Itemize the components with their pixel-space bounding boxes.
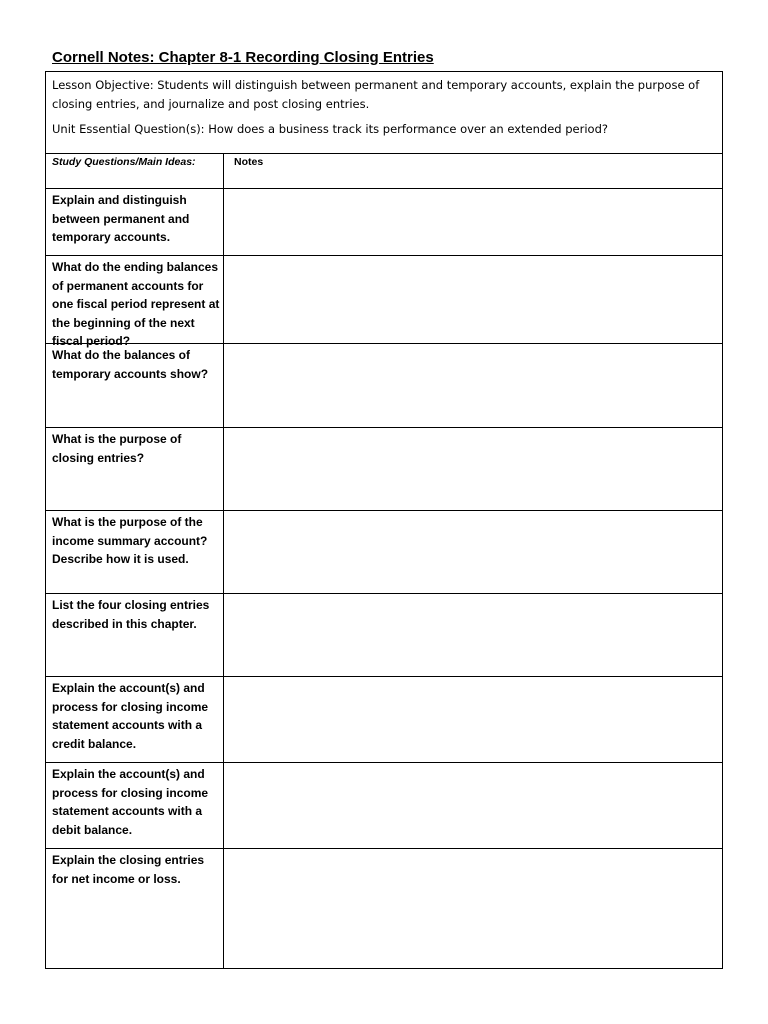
notes-cell[interactable] [224, 849, 722, 968]
column-header-questions: Study Questions/Main Ideas: [52, 156, 196, 168]
notes-cell[interactable] [224, 677, 722, 762]
notes-cell[interactable] [224, 344, 722, 427]
table-row [46, 511, 722, 594]
unit-essential-question: Unit Essential Question(s): How does a business track its performance over an extended period? [52, 122, 608, 136]
table-row [46, 344, 722, 428]
notes-cell[interactable] [224, 763, 722, 848]
table-row [46, 677, 722, 763]
study-question: Explain the account(s) and process for closing income statement accounts with a credit balance. [52, 681, 209, 751]
document-title: Cornell Notes: Chapter 8-1 Recording Closing Entries [52, 49, 434, 66]
table-row [46, 189, 722, 256]
study-question: List the four closing entries described in this chapter. [52, 598, 210, 631]
study-question: What do the ending balances of permanent accounts for one fiscal period represent at the beginning of the next fiscal period? [52, 260, 220, 348]
column-header-notes: Notes [234, 156, 264, 168]
study-question: Explain the account(s) and process for closing income statement accounts with a debit balance. [52, 767, 209, 837]
notes-cell[interactable] [224, 256, 722, 343]
objective-box [46, 72, 722, 154]
notes-cell[interactable] [224, 189, 722, 255]
lesson-objective: Lesson Objective: Students will distinguish between permanent and temporary accounts, explain the purpose of closing entries, and journalize and post closing entries. [52, 78, 700, 111]
table-row [46, 849, 722, 968]
table-row [46, 428, 722, 511]
table-row [46, 256, 722, 348]
column-header-row [46, 154, 722, 189]
study-question: Explain and distinguish between permanent and temporary accounts. [52, 193, 190, 244]
study-question: Explain the closing entries for net income or loss. [52, 853, 205, 886]
notes-cell[interactable] [224, 428, 722, 510]
notes-cell[interactable] [224, 511, 722, 593]
table-row [46, 594, 722, 677]
table-row [46, 763, 722, 849]
cornell-notes-table [45, 71, 723, 969]
study-question: What is the purpose of closing entries? [52, 432, 182, 465]
notes-cell[interactable] [224, 594, 722, 676]
study-question: What is the purpose of the income summary account? Describe how it is used. [52, 515, 208, 566]
study-question: What do the balances of temporary accounts show? [52, 348, 209, 381]
